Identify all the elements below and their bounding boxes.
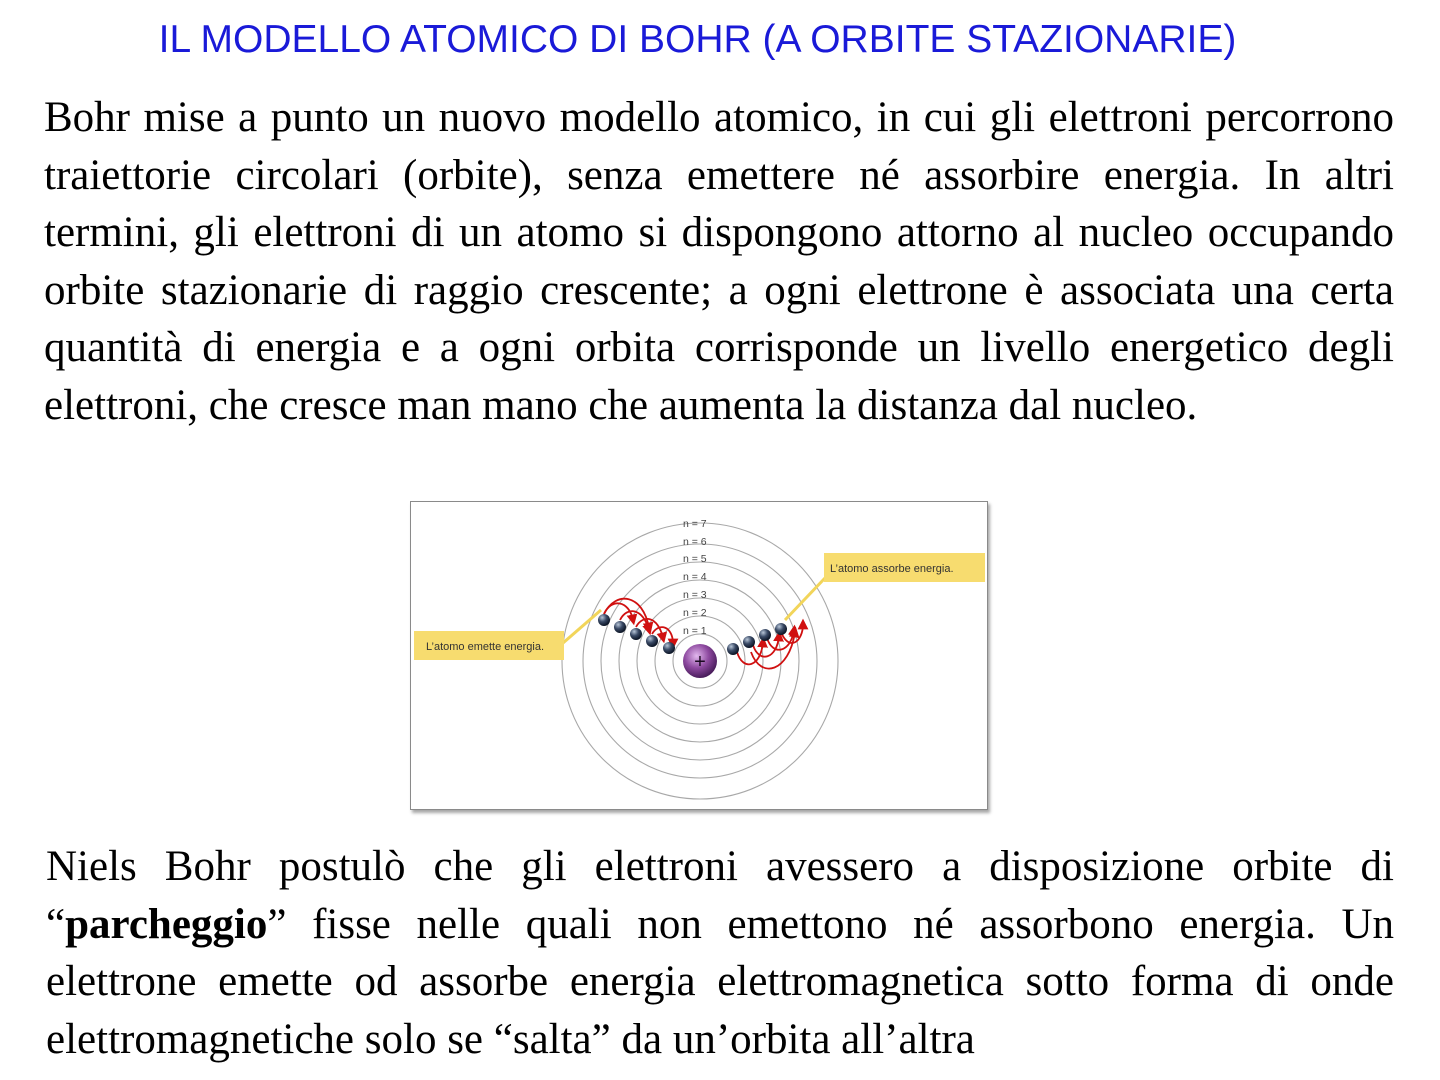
- parcheggio-emphasis: parcheggio: [65, 900, 268, 948]
- orbit-label-1: n = 1: [683, 625, 707, 637]
- electron: [663, 642, 675, 654]
- postulate-text-end: ” fisse nelle quali non emettono né assorbono energia. Un elettrone emette od assorbe energia elettromagnetica sotto forma di onde elettromagnetiche solo se “salta” da un’orbita all’altra: [46, 900, 1394, 1063]
- orbit-label-4: n = 4: [683, 571, 707, 583]
- emit-pointer: [563, 610, 601, 643]
- emit-label: L’atomo emette energia.: [426, 641, 545, 653]
- bohr-model-figure: [410, 501, 988, 810]
- electron: [743, 636, 755, 648]
- absorb-pointer: [785, 578, 825, 620]
- nucleus-plus-icon: +: [694, 651, 706, 673]
- electron: [759, 629, 771, 641]
- orbit-labels: [683, 518, 707, 637]
- orbit-label-3: n = 3: [683, 589, 707, 601]
- electron: [598, 614, 610, 626]
- electron: [630, 628, 642, 640]
- postulate-text-start: Niels Bohr postulò che gli elettroni avessero a disposizione orbite di “: [46, 843, 1394, 948]
- electron: [646, 635, 658, 647]
- orbit-label-5: n = 5: [683, 553, 707, 565]
- electron: [775, 623, 787, 635]
- absorb-label-box: [824, 553, 985, 582]
- orbit-label-2: n = 2: [683, 607, 707, 619]
- electron: [727, 643, 739, 655]
- bohr-model-diagram: [411, 502, 987, 809]
- intro-paragraph: Bohr mise a punto un nuovo modello atomico, in cui gli elettroni percorrono traiettorie circolari (orbite), senza emettere né assorbire energia. In altri termini, gli elettroni di un atomo si dispongono attorno al nucleo occupando orbite stazionarie di raggio crescente; a ogni elettrone è associata una certa quantità di energia e a ogni orbita corrisponde un livello energetico degli elettroni, che cresce man mano che aumenta la distanza dal nucleo.: [44, 94, 1394, 429]
- nucleus: [683, 644, 717, 678]
- emit-label-box: [414, 631, 564, 660]
- orbit-label-6: n = 6: [683, 536, 707, 548]
- slide-title: IL MODELLO ATOMICO DI BOHR (A ORBITE STAZIONARIE): [158, 18, 1237, 61]
- postulate-paragraph: [46, 838, 1394, 1068]
- electron: [614, 621, 626, 633]
- orbit-label-7: n = 7: [683, 518, 707, 530]
- absorb-label: L’atomo assorbe energia.: [830, 563, 954, 575]
